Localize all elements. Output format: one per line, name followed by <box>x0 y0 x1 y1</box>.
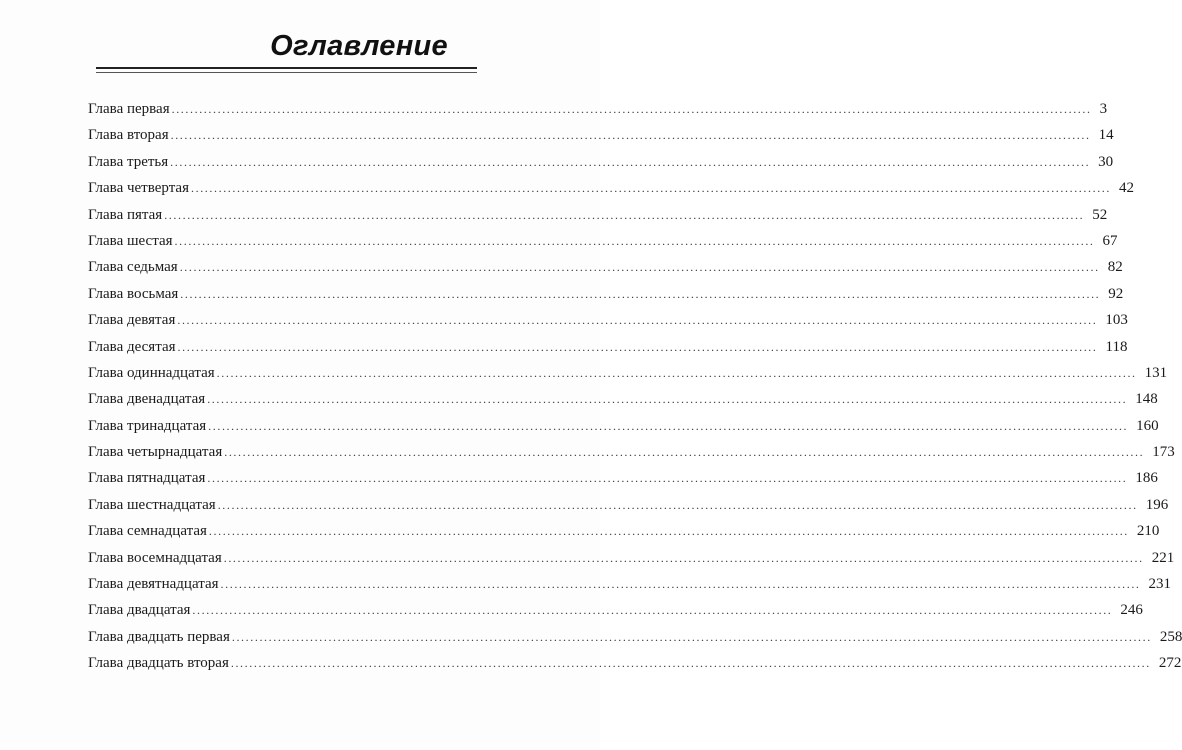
toc-entry-label: Глава девятнадцатая <box>88 576 219 593</box>
toc-entry-page-number: 231 <box>1148 576 1172 593</box>
toc-entry-page-number: 160 <box>1136 417 1159 434</box>
heading-rule-thick <box>96 67 477 69</box>
toc-leader-dots: ........................................................................................................................................................................................................ <box>174 233 1095 248</box>
toc-leader-dots: ........................................................................................................................................................................................................ <box>170 154 1091 169</box>
toc-leader-dots: ........................................................................................................................................................................................................ <box>192 603 1113 618</box>
toc-entry-page-number: 118 <box>1105 338 1128 355</box>
toc-leader-dots: ........................................................................................................................................................................................................ <box>177 313 1098 328</box>
toc-entry-page-number: 246 <box>1120 602 1143 619</box>
toc-entry <box>88 285 1124 312</box>
toc-entry-label: Глава одиннадцатая <box>88 364 215 381</box>
toc-entry-label: Глава пятнадцатая <box>88 470 206 487</box>
toc-entry-label: Глава десятая <box>88 338 176 355</box>
toc-entry <box>88 523 1160 549</box>
toc-leader-dots: ........................................................................................................................................................................................................ <box>230 656 1151 671</box>
toc-leader-dots: ........................................................................................................................................................................................................ <box>180 286 1101 301</box>
toc-entry <box>88 470 1158 496</box>
toc-entry-label: Глава шестая <box>88 232 173 249</box>
toc-entry-label: Глава семнадцатая <box>88 523 207 540</box>
toc-leader-dots: ........................................................................................................................................................................................................ <box>216 365 1137 380</box>
toc-leader-dots: ........................................................................................................................................................................................................ <box>164 207 1085 222</box>
toc-entry <box>88 444 1175 470</box>
toc-entry <box>88 417 1159 444</box>
toc-entry-label: Глава двенадцатая <box>88 391 206 408</box>
toc-entry-page-number: 3 <box>1099 101 1108 117</box>
toc-entry-page-number: 103 <box>1105 312 1128 329</box>
toc-entry <box>88 655 1182 681</box>
toc-leader-dots: ........................................................................................................................................................................................................ <box>231 629 1152 644</box>
toc-entry-page-number: 52 <box>1092 206 1108 223</box>
toc-entry <box>88 391 1158 417</box>
toc-entry <box>88 364 1168 391</box>
toc-entry-page-number: 186 <box>1135 470 1158 487</box>
toc-leader-dots: ........................................................................................................................................................................................................ <box>217 497 1138 512</box>
toc-entry-page-number: 258 <box>1159 628 1182 645</box>
toc-entry <box>88 153 1114 180</box>
toc-entry-page-number: 173 <box>1152 444 1175 461</box>
toc-entry-page-number: 148 <box>1135 391 1158 408</box>
toc-entry-page-number: 42 <box>1119 180 1134 197</box>
toc-leader-dots: ........................................................................................................................................................................................................ <box>220 577 1141 592</box>
toc-entry-page-number: 131 <box>1144 364 1168 381</box>
toc-entry <box>88 312 1128 338</box>
toc-entry-label: Глава четвертая <box>88 180 189 197</box>
toc-entry-page-number: 82 <box>1107 259 1123 276</box>
toc-entry-label: Глава восемнадцатая <box>88 549 222 566</box>
toc-entry-page-number: 30 <box>1098 153 1114 170</box>
toc-entry-page-number: 221 <box>1151 549 1175 566</box>
toc-entry-label: Глава седьмая <box>88 259 178 276</box>
toc-entry-page-number: 272 <box>1158 655 1182 672</box>
page-title: Оглавление <box>270 30 448 62</box>
toc-entry <box>88 232 1118 259</box>
toc-leader-dots: ........................................................................................................................................................................................................ <box>207 392 1128 407</box>
toc-entry <box>88 628 1182 655</box>
toc-entry <box>88 127 1114 153</box>
toc-leader-dots: ........................................................................................................................................................................................................ <box>224 445 1145 460</box>
toc-entry <box>88 338 1128 365</box>
toc-entry <box>88 101 1108 127</box>
toc-entry-label: Глава третья <box>88 153 169 170</box>
heading-rule-thin <box>96 72 477 73</box>
toc-entry <box>88 206 1108 233</box>
toc-entry-label: Глава двадцатая <box>88 602 191 619</box>
toc-entry-label: Глава вторая <box>88 127 169 144</box>
toc-entry <box>88 496 1169 523</box>
toc-entry-page-number: 92 <box>1108 285 1124 302</box>
toc-entry <box>88 180 1134 206</box>
toc-entry-label: Глава двадцать первая <box>88 628 230 645</box>
table-of-contents <box>88 101 1182 682</box>
toc-leader-dots: ........................................................................................................................................................................................................ <box>170 128 1091 143</box>
toc-entry-label: Глава девятая <box>88 312 176 329</box>
toc-entry-label: Глава тринадцатая <box>88 417 207 434</box>
toc-entry <box>88 576 1172 602</box>
toc-entry-label: Глава пятая <box>88 206 163 223</box>
toc-entry-label: Глава восьмая <box>88 285 179 302</box>
toc-leader-dots: ........................................................................................................................................................................................................ <box>208 524 1129 539</box>
toc-entry-page-number: 210 <box>1136 523 1160 540</box>
toc-entry-page-number: 196 <box>1145 496 1169 513</box>
toc-entry <box>88 602 1143 628</box>
toc-leader-dots: ........................................................................................................................................................................................................ <box>171 102 1092 116</box>
toc-leader-dots: ........................................................................................................................................................................................................ <box>179 260 1100 275</box>
toc-entry-page-number: 67 <box>1102 232 1118 249</box>
toc-entry-label: Глава двадцать вторая <box>88 655 229 672</box>
toc-entry-label: Глава первая <box>88 101 170 117</box>
toc-leader-dots: ........................................................................................................................................................................................................ <box>177 339 1098 354</box>
toc-leader-dots: ........................................................................................................................................................................................................ <box>191 181 1111 196</box>
toc-entry-label: Глава шестнадцатая <box>88 496 216 513</box>
toc-entry-page-number: 14 <box>1098 127 1114 144</box>
toc-entry-label: Глава четырнадцатая <box>88 444 223 461</box>
toc-leader-dots: ........................................................................................................................................................................................................ <box>208 418 1129 433</box>
toc-leader-dots: ........................................................................................................................................................................................................ <box>223 550 1144 565</box>
toc-leader-dots: ........................................................................................................................................................................................................ <box>207 471 1128 486</box>
toc-entry <box>88 549 1175 576</box>
toc-entry <box>88 259 1123 285</box>
